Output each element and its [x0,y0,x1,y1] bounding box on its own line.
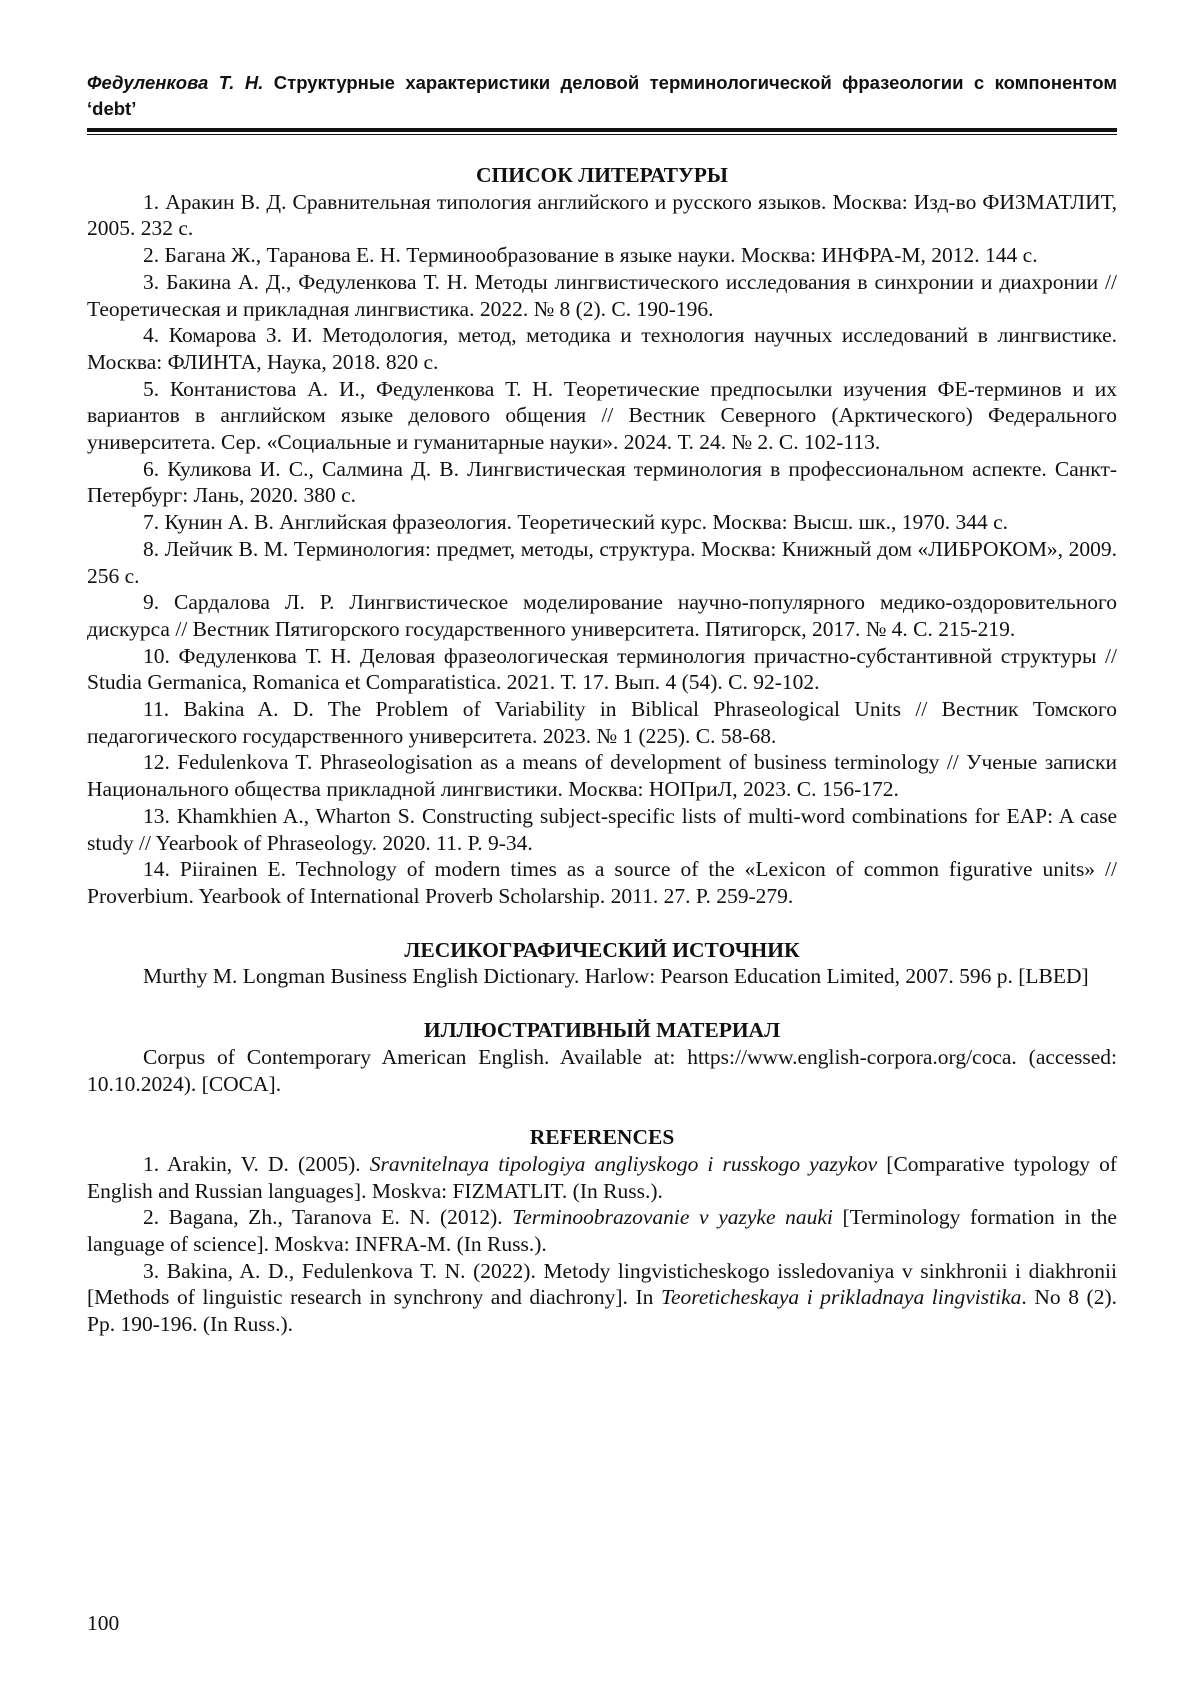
reference-ru-item: 11. Bakina A. D. The Problem of Variability in Biblical Phraseological Units // Вестник Томского педагогического государственного университета. 2023. № 1 (225). С. 58-68. [87,697,1117,748]
reference-en-item [87,1258,1117,1338]
reference-en-prefix: 1. Arakin, V. D. (2005). [143,1151,370,1176]
reference-ru-item: 7. Кунин А. В. Английская фразеология. Теоретический курс. Москва: Высш. шк., 1970. 344 с. [143,510,1009,535]
running-header [87,70,1117,122]
reference-en-item [87,1204,1117,1257]
reference-en-prefix: 3. Bakina, A. D., Fedulenkova T. N. (2022). Metody lingvisticheskogo issledovaniya v sinkhronii i diakhronii [Methods of linguistic research in synchrony and diachrony]. In [87,1258,1117,1310]
lexicographic-section [87,937,1117,990]
reference-ru-item: 9. Сардалова Л. Р. Лингвистическое моделирование научно-популярного медико-оздоровительного дискурса // Вестник Пятигорского государственного университета. Пятигорск, 2017. № 4. С. 215-219. [87,590,1117,641]
reference-ru-item: 4. Комарова З. И. Методология, метод, методика и технология научных исследований в лингвистике. Москва: ФЛИНТА, Наука, 2018. 820 с. [87,323,1117,374]
page-body [87,162,1117,1338]
reference-ru-item: 2. Багана Ж., Таранова Е. Н. Терминообразование в языке науки. Москва: ИНФРА-М, 2012. 144 с. [143,243,1038,268]
reference-en-suffix: . No 8 (2). Pp. 190-196. (In Russ.). [87,1285,1117,1337]
reference-ru-item: 6. Куликова И. С., Салмина Д. В. Лингвистическая терминология в профессиональном аспекте. Санкт-Петербург: Лань, 2020. 380 с. [87,456,1117,508]
references-en-section [87,1124,1117,1338]
references-en-heading: REFERENCES [529,1125,675,1150]
reference-en-prefix: 2. Bagana, Zh., Taranova E. N. (2012). [143,1205,513,1230]
reference-en-title: Sravnitelnaya tipologiya angliyskogo i russkogo yazykov [369,1151,878,1176]
reference-en-suffix: [Comparative typology of English and Russian languages]. Moskva: FIZMATLIT. (In Russ.). [87,1151,1117,1203]
header-author: Федуленкова Т. Н. [87,72,264,93]
reference-en-title: Terminoobrazovanie v yazyke nauki [512,1205,833,1230]
lexicographic-source: Murthy M. Longman Business English Dictionary. Harlow: Pearson Education Limited, 2007. 596 p. [LBED] [143,964,1089,989]
reference-en-suffix: [Terminology formation in the language of science]. Moskva: INFRA-M. (In Russ.). [87,1205,1117,1257]
illustrative-heading: ИЛЛЮСТРАТИВНЫЙ МАТЕРИАЛ [423,1018,781,1043]
reference-ru-item: 1. Аракин В. Д. Сравнительная типология английского и русского языков. Москва: Изд-во ФИЗМАТЛИТ, 2005. 232 с. [87,189,1117,241]
illustrative-section [87,1017,1117,1097]
references-ru-section [87,162,1117,910]
header-title: Структурные характеристики деловой терминологической фразеологии с компонентом ‘debt’ [87,72,1118,119]
lexicographic-heading: ЛЕСИКОГРАФИЧЕСКИЙ ИСТОЧНИК [404,937,800,962]
reference-en-title: Teoreticheskaya i prikladnaya lingvistika [661,1285,1022,1310]
reference-ru-item: 14. Piirainen E. Technology of modern times as a source of the «Lexicon of common figurative units» // Proverbium. Yearbook of International Proverb Scholarship. 2011. 27. P. 259-279. [87,857,1117,908]
header-rule-thin [87,134,1117,135]
reference-ru-item: 10. Федуленкова Т. Н. Деловая фразеологическая терминология причастно-субстантивной структуры // Studia Germanica, Romanica et Comparatistica. 2021. Т. 17. Вып. 4 (54). С. 92-102. [87,643,1117,695]
reference-ru-item: 13. Khamkhien A., Wharton S. Constructing subject-specific lists of multi-word combinations for EAP: A case study // Yearbook of Phraseology. 2020. 11. P. 9-34. [87,803,1117,855]
page-number: 100 [87,1611,120,1635]
references-ru-heading: СПИСОК ЛИТЕРАТУРЫ [476,163,728,187]
reference-ru-item: 3. Бакина А. Д., Федуленкова Т. Н. Методы лингвистического исследования в синхронии и диахронии // Теоретическая и прикладная лингвистика. 2022. № 8 (2). С. 190-196. [87,269,1117,321]
reference-ru-item: 12. Fedulenkova T. Phraseologisation as a means of development of business terminology // Ученые записки Национального общества прикладной лингвистики. Москва: НОПриЛ, 2023. С. 156-172. [87,750,1117,802]
header-rule-thick [87,128,1117,132]
illustrative-source: Corpus of Contemporary American English. Available at: https://www.english-corpora.org/coca. (accessed: 10.10.2024). [COCA]. [87,1044,1117,1096]
reference-ru-item: 5. Контанистова А. И., Федуленкова Т. Н. Теоретические предпосылки изучения ФЕ-терминов и их вариантов в английском языке делового общения // Вестник Северного (Арктического) Федерального университета. Сер. «Социальные и гуманитарные науки». 2024. Т. 24. № 2. С. 102-113. [87,376,1117,455]
reference-ru-item: 8. Лейчик В. М. Терминология: предмет, методы, структура. Москва: Книжный дом «ЛИБРОКОМ», 2009. 256 с. [87,536,1117,588]
reference-en-item [87,1151,1117,1204]
